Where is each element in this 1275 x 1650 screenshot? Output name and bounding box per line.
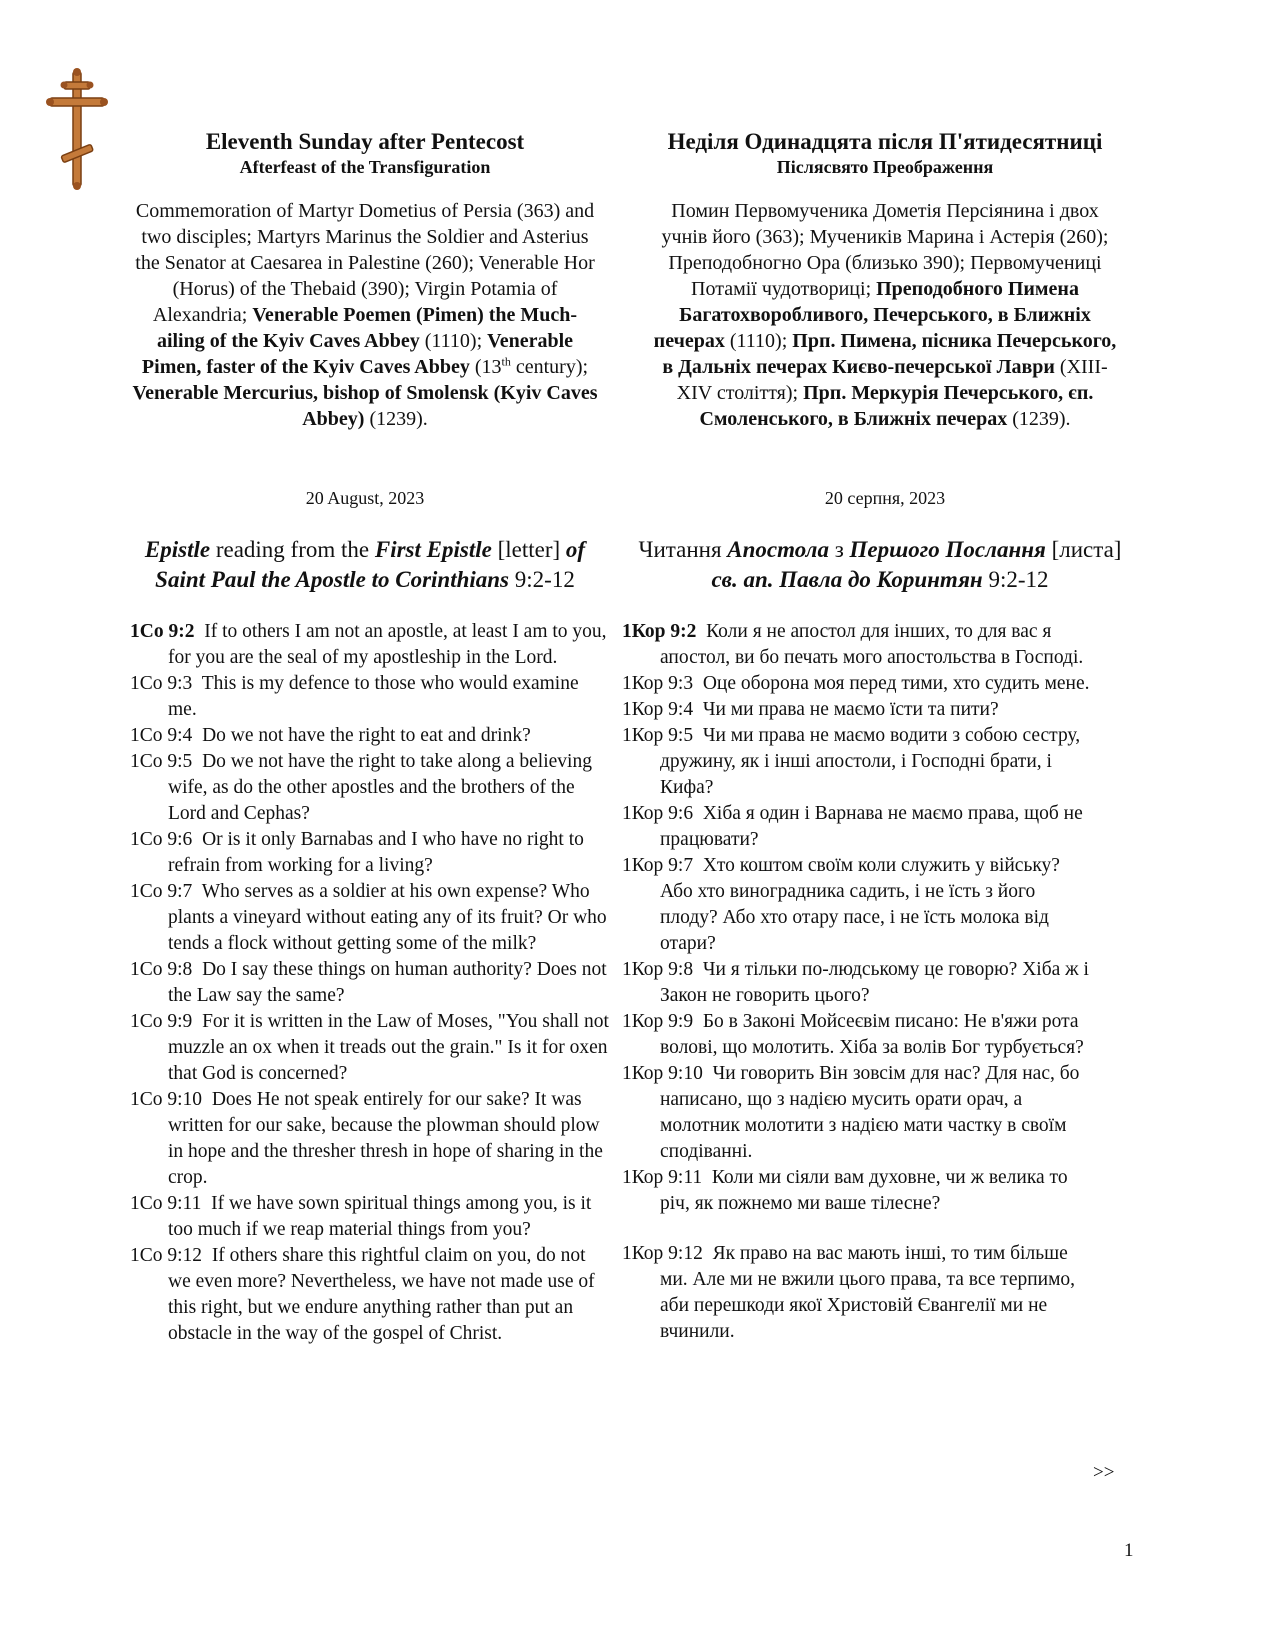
ukrainian-verse [622,1165,1092,1217]
reading-heading-ukrainian-run: Першого Послання [849,537,1046,562]
english-verse [130,671,610,723]
english-verse-ref: 1Co 9:6 [130,829,193,850]
ukrainian-verse-ref: 1Кор 9:12 [622,1243,703,1264]
ukrainian-verse-text: Чи ми права не маємо їсти та пити? [693,699,999,720]
commemoration-english [130,198,600,432]
english-verse-ref: 1Co 9:3 [130,673,193,694]
ukrainian-verse-text: Хіба я один і Варнава не маємо права, щоб не працювати? [660,803,1083,850]
verse-list-ukrainian [622,619,1092,1345]
english-verse [130,749,610,827]
english-verse-ref: 1Co 9:7 [130,881,193,902]
ukrainian-verse-text: Чи ми права не маємо водити з собою сестру, дружину, як і інші апостоли, і Господні брати, і Кифа? [660,725,1081,798]
ukrainian-verse-text: Як право на вас мають інші, то тим більше ми. Але ми не вжили цього права, та все терпимо, аби перешкоди якої Христовій Євангелії ми не вчинили. [660,1243,1076,1342]
continue-marker: >> [1093,1462,1115,1483]
reading-heading-english-run: [letter] [491,537,566,562]
ukrainian-verse-ref: 1Кор 9:7 [622,855,694,876]
english-verse-text: Who serves as a soldier at his own expense? Who plants a vineyard without eating any of its fruit? Or who tends a flock without getting some of the milk? [168,881,607,954]
english-verse-text: Or is it only Barnabas and I who have no right to refrain from working for a living? [168,829,584,876]
reading-heading-english-run: reading from the [210,537,375,562]
english-verse-ref: 1Co 9:8 [130,959,193,980]
english-verse-text: If others share this rightful claim on you, do not we even more? Nevertheless, we have not made use of this right, but we endure anything rather than put an obstacle in the way of the gospel of Christ. [168,1245,595,1344]
english-verse-text: If we have sown spiritual things among you, is it too much if we reap material things from you? [168,1193,592,1240]
ukrainian-verse-ref: 1Кор 9:4 [622,699,694,720]
ukrainian-verse-ref: 1Кор 9:5 [622,725,694,746]
ukrainian-verse [622,1241,1092,1345]
reading-heading-ukrainian-run: Апостола [727,537,829,562]
date-ukrainian: 20 серпня, 2023 [824,488,946,508]
reading-heading-english [130,535,600,595]
reading-heading-ukrainian [630,535,1130,595]
english-verse-ref: 1Co 9:12 [130,1245,203,1266]
feast-subtitle-english: Afterfeast of the Transfiguration [239,157,491,177]
page-number: 1 [1124,1540,1134,1561]
ukrainian-verse [622,697,1092,723]
english-verse-ref: 1Co 9:11 [130,1193,202,1214]
ukrainian-verse-text: Коли ми сіяли вам духовне, чи ж велика то річ, як пожнемо ми ваше тілесне? [660,1167,1068,1214]
english-verse [130,723,610,749]
ukrainian-column [650,128,1120,432]
english-verse-ref: 1Co 9:9 [130,1011,193,1032]
commemoration-ukrainian-run: Прп. Меркурія Печерського, єп. Смоленського, в Ближніх печерах [699,382,1094,430]
commemoration-english-run: (1239). [364,408,428,430]
ukrainian-verse-ref: 1Кор 9:3 [622,673,694,694]
commemoration-english-run: (1110); [419,330,488,352]
commemoration-english-run: Venerable Poemen (Pimen) the Much-ailing of the Kyiv Caves Abbey [156,304,578,352]
commemoration-ukrainian-run: (XIII-XIV століття); [676,356,1108,404]
ukrainian-verse-text: Чи говорить Він зовсім для нас? Для нас, бо написано, що з надією мусить орати орач, а молотник молотити з надією мати частку в своїм сподіванні. [660,1063,1080,1162]
english-verse-ref: 1Co 9:5 [130,751,193,772]
commemoration-ukrainian-run: (1110); [724,330,793,352]
english-verse-ref: 1Co 9:10 [130,1089,203,1110]
ukrainian-verse [622,801,1092,853]
ukrainian-verse-text: Оце оборона моя перед тими, хто судить мене. [693,673,1090,694]
ukrainian-verse [622,1061,1092,1165]
orthodox-cross-icon [44,68,110,190]
commemoration-english-run: Commemoration of Martyr Dometius of Persia (363) and two disciples; Martyrs Marinus the Soldier and Asterius the Senator at Caesarea in Palestine (260); Venerable Hor (Horus) of the Thebaid (390); Virgin Potamia of Alexandria; [135,200,595,326]
commemoration-ukrainian-run: (1239). [1007,408,1071,430]
date-english: 20 August, 2023 [305,488,425,508]
english-verse-text: Do I say these things on human authority? Does not the Law say the same? [168,959,607,1006]
verse-list-english [130,619,610,1347]
english-verse-text: Does He not speak entirely for our sake? It was written for our sake, because the plowman should plow in hope and the thresher thresh in hope of sharing in the crop. [168,1089,603,1188]
commemoration-english-run: century); [510,356,589,378]
english-verse-text: If to others I am not an apostle, at least I am to you, for you are the seal of my apostleship in the Lord. [168,621,607,668]
reading-heading-english-run: Epistle [144,537,211,562]
ukrainian-verse [622,853,1092,957]
english-column [130,128,600,432]
reading-heading-english-run: of Saint Paul the Apostle to Corinthians [155,537,586,592]
ukrainian-verse-text: Чи я тільки по-людському це говорю? Хіба ж і Закон не говорить цього? [660,959,1089,1006]
english-verse [130,1009,610,1087]
ukrainian-verse [622,723,1092,801]
reading-heading-ukrainian-run: [листа] [1045,537,1122,562]
ukrainian-verse-text: Коли я не апостол для інших, то для вас я апостол, ви бо печать мого апостольства в Господі. [660,621,1084,668]
english-verse-text: For it is written in the Law of Moses, "You shall not muzzle an ox when it treads out the grain." Is it for oxen that God is concerned? [168,1011,609,1084]
english-verse [130,957,610,1009]
commemoration-ukrainian-run: Помин Первомученика Дометія Персіянина і двох учнів його (363); Мучеників Марина і Астерія (260); Преподобногно Ора (близько 390); Первомучениці Потамії чудотвориці; [661,200,1109,300]
ukrainian-verse-ref: 1Кор 9:8 [622,959,694,980]
page-title-ukrainian: Неділя Одинадцята після П'ятидесятниці [667,129,1103,154]
reading-heading-ukrainian-run: Читання [638,537,728,562]
commemoration-ukrainian-run: Прп. Пимена, пісника Печерського, в Дальніх печерах Києво-печерської Лаври [662,330,1117,378]
commemoration-ukrainian [650,198,1120,432]
reading-heading-ukrainian-run: з [828,537,850,562]
english-verse-text: Do we not have the right to take along a believing wife, as do the other apostles and the brothers of the Lord and Cephas? [168,751,592,824]
english-verse [130,1087,610,1191]
english-verse [130,1243,610,1347]
feast-subtitle-ukrainian: Післясвято Преображення [776,157,994,177]
ukrainian-verse-text: Бо в Законі Мойсеєвім писано: Не в'яжи рота волові, що молотить. Хіба за волів Бог турбується? [660,1011,1084,1058]
commemoration-ukrainian-run: Преподобного Пимена Багатохворобливого, Печерського, в Ближніх печерах [653,278,1091,352]
ukrainian-verse-ref: 1Кор 9:2 [622,621,697,642]
ukrainian-verse-ref: 1Кор 9:11 [622,1167,703,1188]
english-verse [130,879,610,957]
ukrainian-verse-text: Хто коштом своїм коли служить у війську? Або хто виноградника садить, і не їсть з його плоду? Або хто отару пасе, і не їсть молока від отари? [660,855,1060,954]
reading-heading-ukrainian-run: св. ап. Павла до Коринтян [711,567,983,592]
commemoration-english-run: (13 [469,356,502,378]
ukrainian-verse-ref: 1Кор 9:6 [622,803,694,824]
reading-heading-ukrainian-run: 9:2-12 [982,567,1049,592]
page-title-english: Eleventh Sunday after Pentecost [205,129,525,154]
reading-heading-english-run: First Epistle [374,537,492,562]
commemoration-english-run: Venerable Pimen, faster of the Kyiv Caves Abbey [141,330,574,378]
english-verse [130,619,610,671]
ukrainian-verse-ref: 1Кор 9:9 [622,1011,694,1032]
commemoration-english-run: th [501,354,511,369]
commemoration-english-run: Venerable Mercurius, bishop of Smolensk (Kyiv Caves Abbey) [132,382,598,430]
ukrainian-verse [622,957,1092,1009]
english-verse [130,827,610,879]
english-verse-text: This is my defence to those who would examine me. [168,673,579,720]
reading-heading-english-run: 9:2-12 [509,567,575,592]
ukrainian-verse-ref: 1Кор 9:10 [622,1063,703,1084]
ukrainian-verse [622,619,1092,671]
ukrainian-verse [622,1009,1092,1061]
ukrainian-verse [622,671,1092,697]
english-verse-text: Do we not have the right to eat and drink? [192,725,531,746]
english-verse-ref: 1Co 9:4 [130,725,193,746]
english-verse [130,1191,610,1243]
english-verse-ref: 1Co 9:2 [130,621,195,642]
